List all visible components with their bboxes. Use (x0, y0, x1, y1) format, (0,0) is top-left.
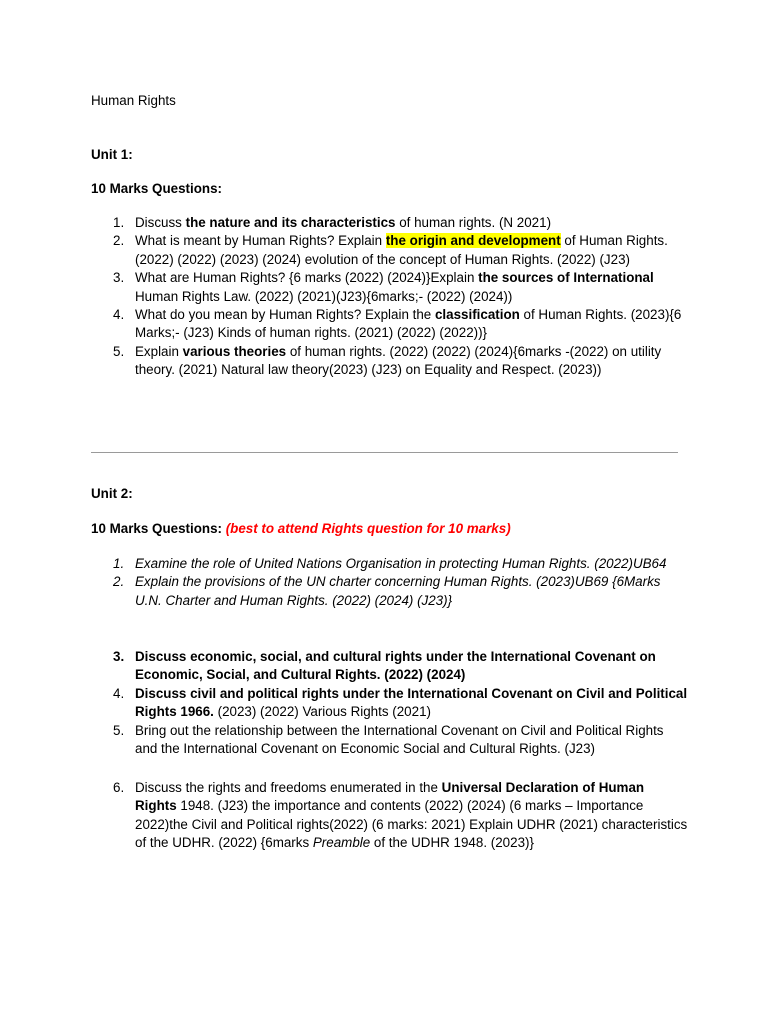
list-item: 3. Discuss economic, social, and cultural rights under the International Covenant on Economic, Social, and Cultural Rights. (2022) (2024) (113, 649, 656, 683)
list-item: 5. Explain various theories of human rights. (2022) (2022) (2024){6marks -(2022) on utility theory. (2021) Natural law theory(2023) (J23) on Equality and Respect. (2023)) (113, 343, 662, 378)
item-number: 5. (113, 722, 125, 738)
item-number: 2. (113, 574, 125, 590)
unit-2-question-list-a (91, 555, 689, 610)
list-item: 2. What is meant by Human Rights? Explain the origin and development of Human Rights. (2022) (2022) (2023) (2024) evolution of the concept of Human Rights. (2022) (J23) (113, 233, 668, 267)
highlighted-text: the origin and development (385, 233, 561, 249)
item-number: 1. (113, 215, 125, 230)
unit-2-question-list-c (91, 779, 689, 853)
list-item: 1. Discuss the nature and its characteristics of human rights. (N 2021) (91, 214, 689, 232)
unit-2-question-list-b (91, 648, 689, 758)
item-number: 6. (113, 780, 125, 795)
unit-1-marks-label: 10 Marks Questions: (91, 181, 222, 196)
horizontal-divider (91, 452, 678, 453)
unit-1-heading: Unit 1: (91, 147, 133, 162)
item-number: 2. (113, 233, 125, 249)
document-title: Human Rights (91, 93, 176, 108)
item-number: 4. (113, 685, 125, 701)
list-item: 4. What do you mean by Human Rights? Explain the classification of Human Rights. (2023){6 Marks;- (J23) Kinds of human rights. (2021) (2022) (2022))} (113, 307, 682, 341)
list-item: 1. Examine the role of United Nations Organisation in protecting Human Rights. (2022)UB64 (91, 555, 689, 573)
list-item: 5. Bring out the relationship between the International Covenant on Civil and Political Rights and the International Covenant on Economic Social and Cultural Rights. (J23) (113, 722, 664, 757)
list-item: 2. Explain the provisions of the UN charter concerning Human Rights. (2023)UB69 {6Marks U.N. Charter and Human Rights. (2022) (2024) (J23)} (113, 574, 661, 608)
list-item: 6. Discuss the rights and freedoms enumerated in the Universal Declaration of Human Rights 1948. (J23) the importance and contents (2022) (2024) (6 marks – Importance 2022)the Civil and Political rights(2022) (6 marks: 2021) Explain UDHR (2021) characteristics of the UDHR. (2022) {6marks Preamble of the UDHR 1948. (2023)} (113, 780, 688, 851)
item-number: 3. (113, 270, 125, 286)
list-item: 3. What are Human Rights? {6 marks (2022) (2024)}Explain the sources of International Human Rights Law. (2022) (2021)(J23){6marks;- (2022) (2024)) (113, 270, 654, 304)
item-number: 3. (113, 649, 125, 664)
unit-2-heading: Unit 2: (91, 486, 133, 501)
unit-1-question-list (91, 214, 689, 380)
list-item: 4. Discuss civil and political rights under the International Covenant on Civil and Political Rights 1966. (2023) (2022) Various Rights (2021) (113, 685, 688, 720)
item-number: 5. (113, 343, 125, 359)
red-note: (best to attend Rights question for 10 marks) (225, 521, 511, 536)
unit-2-marks-label: 10 Marks Questions: (best to attend Rights question for 10 marks) (91, 521, 511, 536)
item-number: 4. (113, 307, 125, 323)
item-number: 1. (113, 556, 125, 571)
